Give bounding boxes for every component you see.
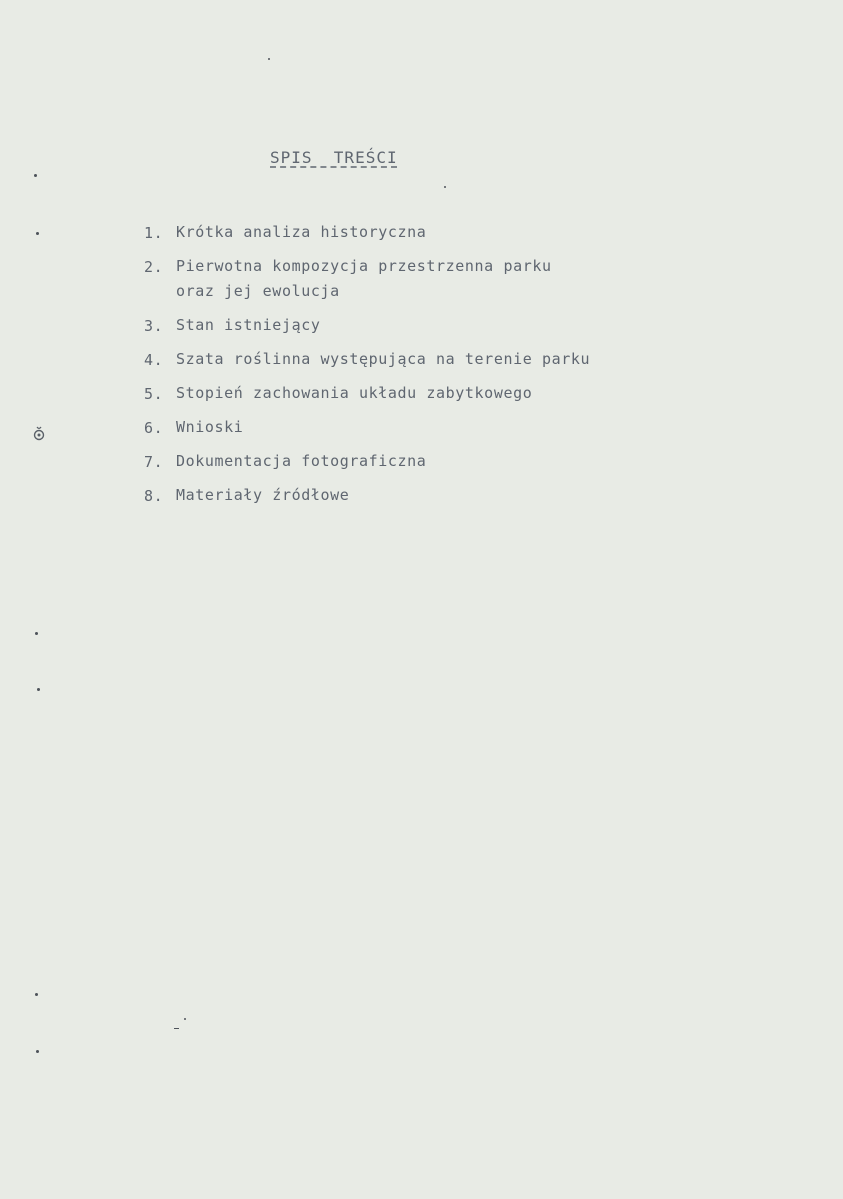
toc-item-label: Pierwotna kompozycja przestrzenna parku oraz jej ewolucja — [176, 257, 552, 300]
scan-speck — [444, 186, 446, 188]
toc-item-number: 8. — [144, 487, 164, 505]
toc-item — [144, 419, 590, 453]
page-title: SPIS TREŚCI — [270, 148, 398, 167]
scan-speck — [35, 632, 38, 635]
toc-item-number: 6. — [144, 419, 164, 437]
scan-speck — [268, 58, 270, 60]
toc-item-number: 1. — [144, 224, 164, 242]
toc-item-number: 4. — [144, 351, 164, 369]
scan-speck — [36, 232, 39, 235]
toc-item — [144, 487, 590, 521]
toc-item-label: Krótka analiza historyczna — [176, 223, 427, 241]
ink-blot-icon — [32, 424, 46, 442]
scan-speck — [184, 1018, 186, 1020]
scan-speck — [36, 1050, 39, 1053]
toc-item-label: Stan istniejący — [176, 316, 321, 334]
toc-item-label: Materiały źródłowe — [176, 486, 350, 504]
toc-item-number: 2. — [144, 258, 164, 276]
toc-item-number: 7. — [144, 453, 164, 471]
toc-item-label: Dokumentacja fotograficzna — [176, 452, 427, 470]
toc-item-label: Wnioski — [176, 418, 244, 436]
toc-item — [144, 258, 590, 317]
toc-item-label: Stopień zachowania układu zabytkowego — [176, 384, 533, 402]
table-of-contents — [144, 224, 590, 521]
toc-item — [144, 351, 590, 385]
scan-speck — [35, 993, 38, 996]
scan-speck — [37, 688, 40, 691]
toc-item-number: 5. — [144, 385, 164, 403]
toc-item — [144, 224, 590, 258]
toc-item-number: 3. — [144, 317, 164, 335]
scan-speck — [34, 174, 37, 177]
toc-item-label: Szata roślinna występująca na terenie parku — [176, 350, 591, 368]
toc-item — [144, 385, 590, 419]
scan-speck — [174, 1028, 179, 1029]
toc-item — [144, 317, 590, 351]
toc-item — [144, 453, 590, 487]
